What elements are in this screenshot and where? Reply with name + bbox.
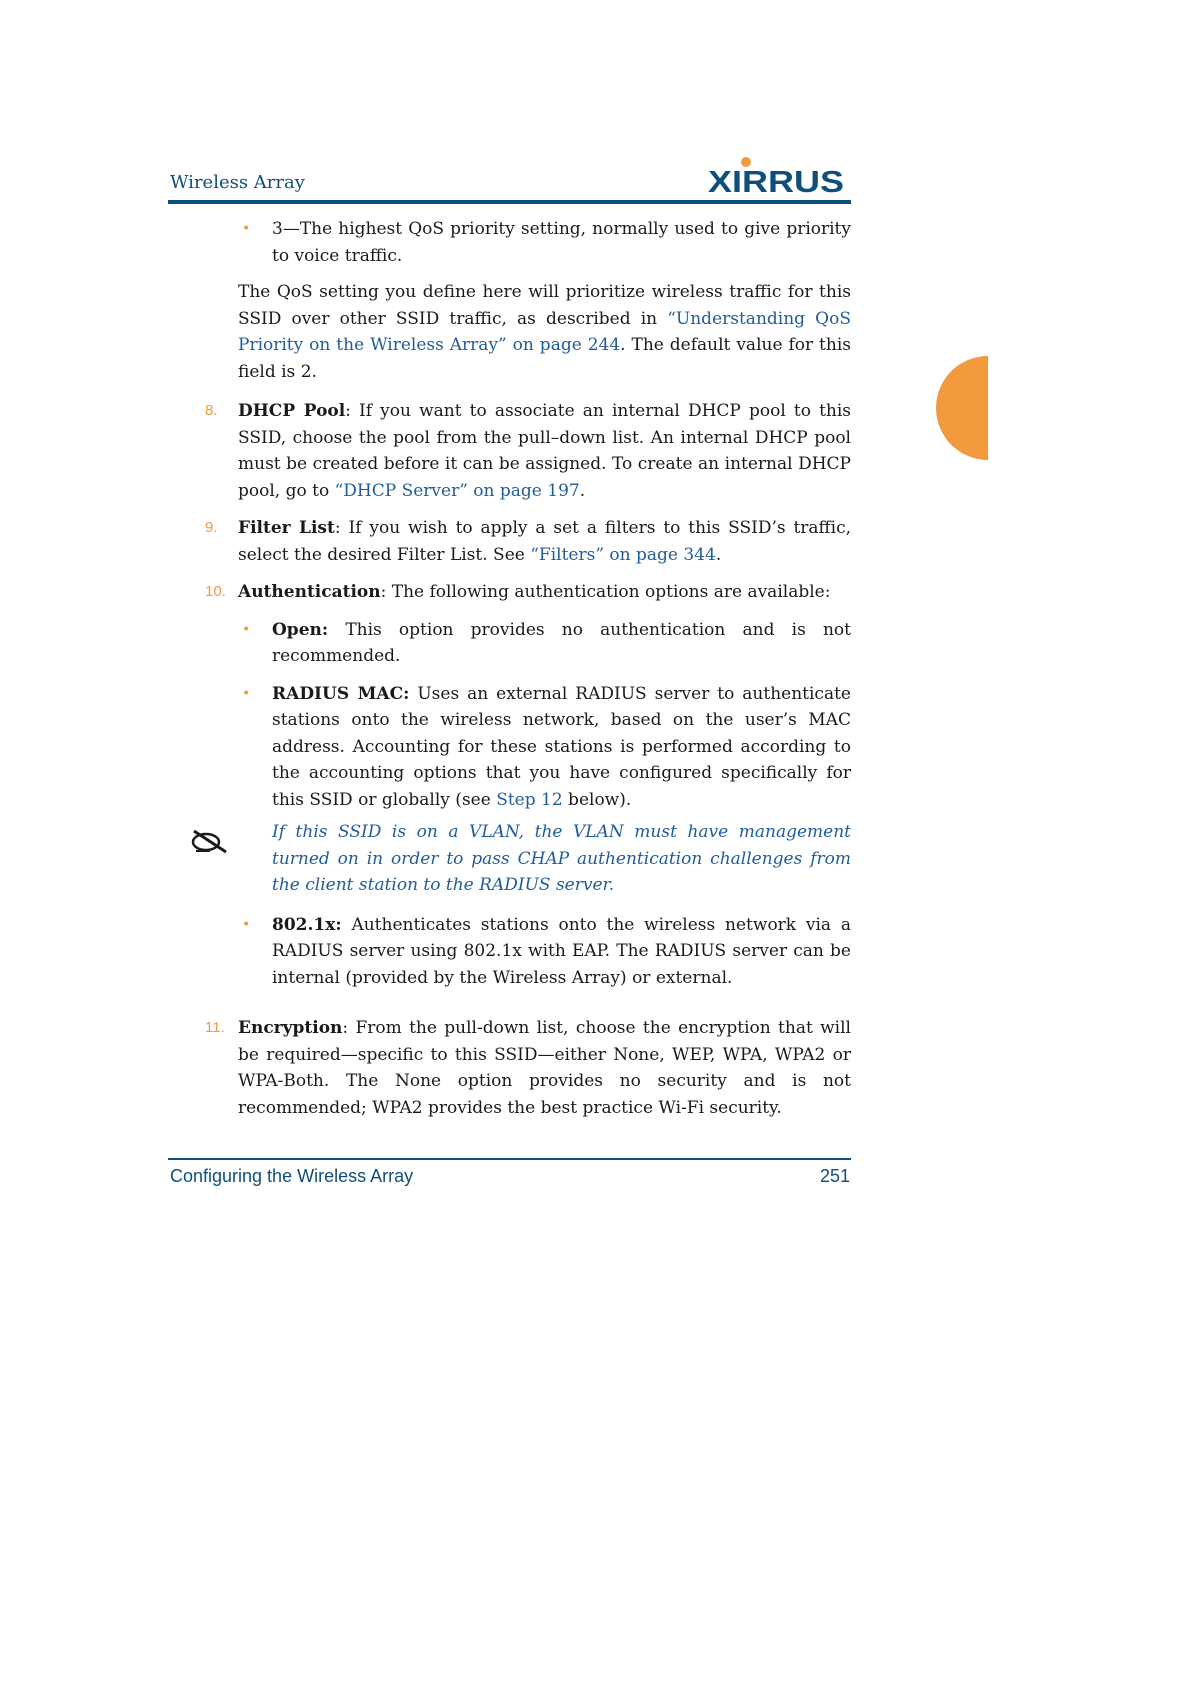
- footer-chapter-title: Configuring the Wireless Array: [170, 1166, 414, 1186]
- header-title: Wireless Array: [170, 172, 305, 193]
- list-item: • 802.1x: Authenticates stations onto the wireless network via a RADIUS server using 802.1x with EAP. The RADIUS server can be internal (provided by the Wireless Array) or external.: [170, 912, 851, 992]
- step-8: 8. DHCP Pool: If you want to associate an internal DHCP pool to this SSID, choose the pool from the pull–down list. An internal DHCP pool must be created before it can be assigned. To create an internal DHCP pool, go to “DHCP Server” on page 197.: [170, 398, 851, 504]
- list-item: • Open: This option provides no authentication and is not recommended.: [170, 617, 851, 670]
- chapter-tab: [936, 356, 988, 460]
- note-pencil-icon: [190, 827, 230, 855]
- step-number: 8.: [205, 402, 218, 419]
- step-number: 9.: [205, 519, 218, 536]
- bullet-icon: •: [242, 221, 251, 237]
- list-item: • 3—The highest QoS priority setting, normally used to give priority to voice traffic.: [170, 216, 851, 269]
- bullet-icon: •: [242, 621, 251, 638]
- step-10: 10. Authentication: The following authentication options are available:: [170, 579, 851, 606]
- link-dhcp-server[interactable]: “DHCP Server” on page 197: [334, 480, 580, 501]
- list-item: • RADIUS MAC: Uses an external RADIUS server to authenticate stations onto the wireless network, based on the user’s MAC address. Accounting for these stations is performed according to the accounting options that you have configured specifically for this SSID or globally (see Step 12 below).: [170, 681, 851, 814]
- bullet-icon: •: [242, 685, 251, 702]
- note-box: If this SSID is on a VLAN, the VLAN must have management turned on in order to pass CHAP authentication challenges from the client station to the RADIUS server.: [170, 819, 851, 899]
- step-number: 11.: [205, 1019, 225, 1036]
- step-9: 9. Filter List: If you wish to apply a set a filters to this SSID’s traffic, select the desired Filter List. See “Filters” on page 344.: [170, 515, 851, 568]
- page-content: [170, 216, 851, 1121]
- link-qos-priority[interactable]: “Understanding QoS Priority on the Wireless Array” on page 244: [238, 308, 851, 355]
- step-number: 10.: [205, 583, 226, 600]
- link-filters[interactable]: “Filters” on page 344: [530, 544, 716, 565]
- link-step-12[interactable]: Step 12: [496, 789, 563, 810]
- bullet-icon: •: [242, 916, 251, 933]
- page-number: 251: [819, 1166, 850, 1186]
- header-rule: [168, 200, 851, 204]
- step-11: 11. Encryption: From the pull-down list, choose the encryption that will be required—specific to this SSID—either None, WEP, WPA, WPA2 or WPA-Both. The None option provides no security and is not recommended; WPA2 provides the best practice Wi-Fi security.: [170, 1015, 851, 1121]
- qos-paragraph: The QoS setting you define here will prioritize wireless traffic for this SSID over other SSID traffic, as described in “Understanding QoS Priority on the Wireless Array” on page 244. The default value for this field is 2.: [238, 282, 851, 382]
- svg-text:XIRRUS: XIRRUS: [708, 164, 844, 196]
- xirrus-logo: [708, 156, 850, 196]
- footer-rule: [168, 1158, 851, 1160]
